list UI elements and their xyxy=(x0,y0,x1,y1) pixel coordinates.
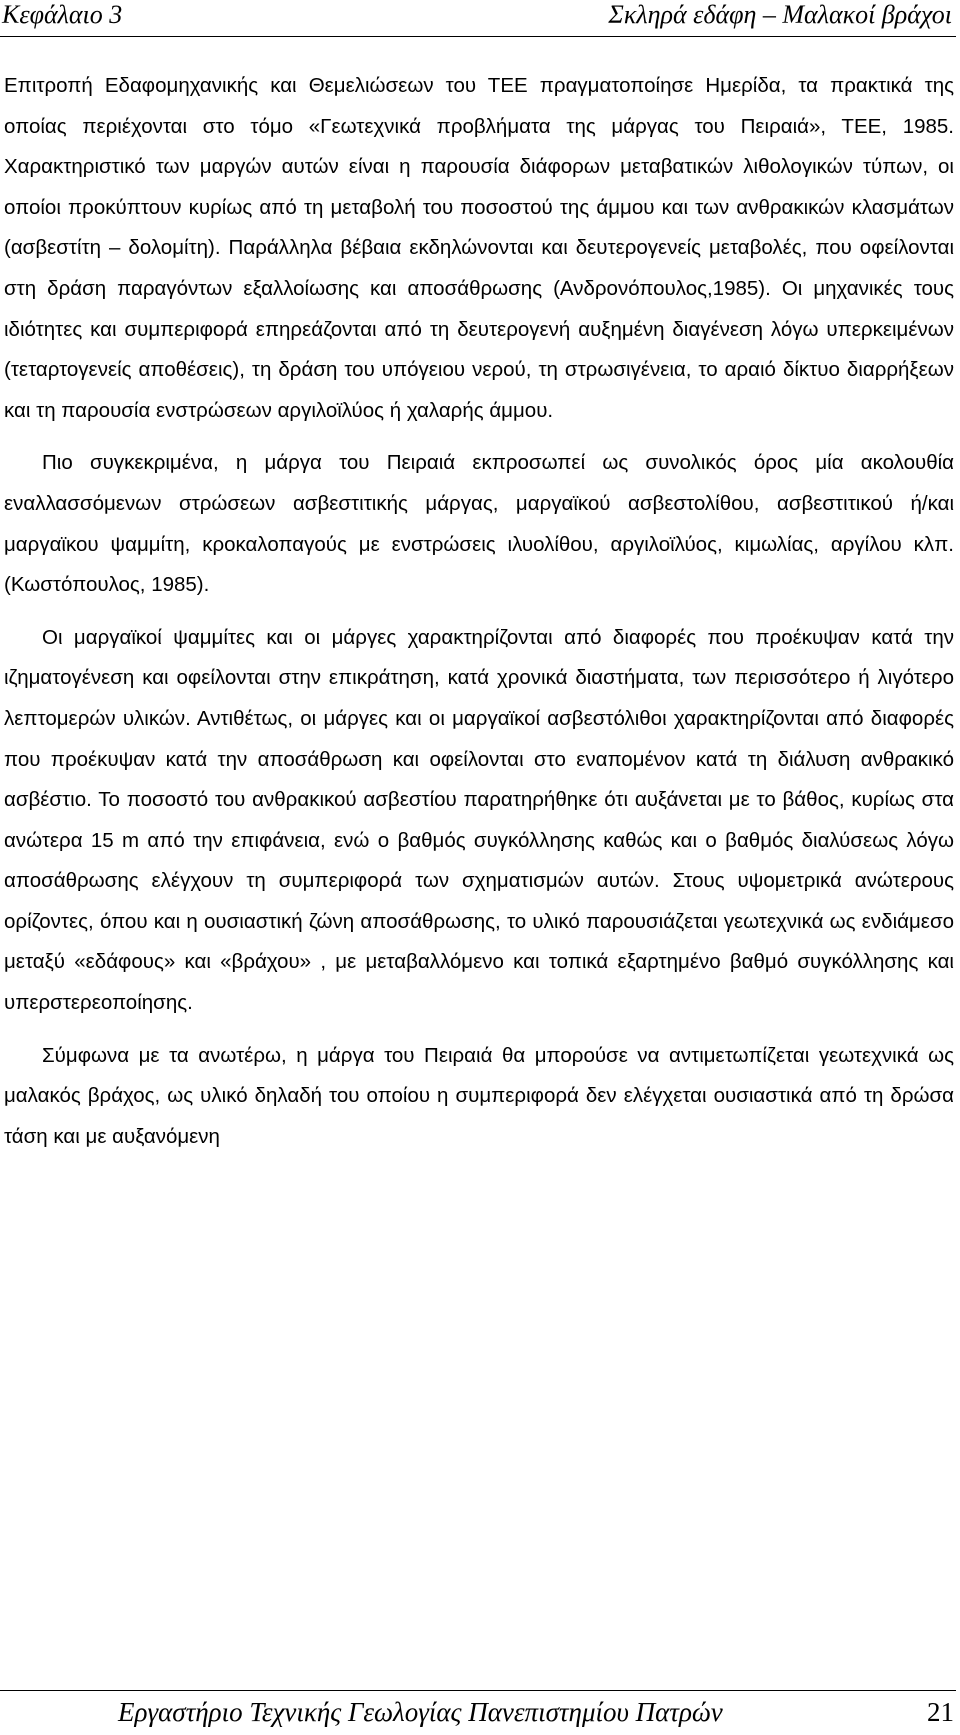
page-number: 21 xyxy=(927,1697,954,1727)
chapter-title: Κεφάλαιο 3 xyxy=(2,0,123,29)
page-header xyxy=(0,0,956,37)
page-footer xyxy=(0,1690,956,1735)
section-title: Σκληρά εδάφη – Μαλακοί βράχοι xyxy=(608,0,952,29)
paragraph: Πιο συγκεκριμένα, η μάργα του Πειραιά εκπροσωπεί ως συνολικός όρος μία ακολουθία εναλλασσόμενων στρώσεων ασβεστιτικής μάργας, μαργαϊκού ασβεστολίθου, ασβεστιτικού ή/και μαργαϊκου ψαμμίτη, κροκαλοπαγούς με ενστρώσεις ιλυολίθου, αργιλοϊλύος, κιμωλίας, αργίλου κλπ.(Κωστόπουλος, 1985). xyxy=(4,451,954,597)
paragraph: Σύμφωνα με τα ανωτέρω, η μάργα του Πειραιά θα μπορούσε να αντιμετωπίζεται γεωτεχνικά ως μαλακός βράχος, ως υλικό δηλαδή του οποίου η συμπεριφορά δεν ελέγχεται ουσιαστικά από τη δρώσα τάση και με αυξανόμενη xyxy=(4,1043,954,1148)
footer-title: Εργαστήριο Τεχνικής Γεωλογίας Πανεπιστημίου Πατρών xyxy=(118,1697,723,1727)
paragraph: Επιτροπή Εδαφομηχανικής και Θεμελιώσεων του ΤΕΕ πραγματοποίησε Ημερίδα, τα πρακτικά της οποίας περιέχονται στο τόμο «Γεωτεχνικά προβλήματα της μάργας του Πειραιά», ΤΕΕ, 1985. Χαρακτηριστικό των μαργών αυτών είναι η παρουσία διάφορων μεταβατικών λιθολογικών τύπων, οι οποίοι προκύπτουν κυρίως από τη μεταβολή του ποσοστού της άμμου και των ανθρακικών κλασμάτων (ασβεστίτη – δολομίτη). Παράλληλα βέβαια εκδηλώνονται και δευτερογενείς μεταβολές, που οφείλονται στη δράση παραγόντων εξαλλοίωσης και αποσάθρωσης (Ανδρονόπουλος,1985). Οι μηχανικές τους ιδιότητες και συμπεριφορά επηρεάζονται από τη δευτερογενή αυξημένη διαγένεση λόγω υπερκειμένων (τεταρτογενείς αποθέσεις), τη δράση του υπόγειου νερού, τη στρωσιγένεια, το αραιό δίκτυο διαρρήξεων και τη παρουσία ενστρώσεων αργιλοϊλύος ή χαλαρής άμμου. xyxy=(4,74,954,422)
document-body xyxy=(4,66,954,1169)
paragraph: Οι μαργαϊκοί ψαμμίτες και οι μάργες χαρακτηρίζονται από διαφορές που προέκυψαν κατά την ιζηματογένεση και οφείλονται στην επικράτηση, κατά χρονικά διαστήματα, των περισσότερο ή λιγότερο λεπτομερών υλικών. Αντιθέτως, οι μάργες και οι μαργαϊκοί ασβεστόλιθοι χαρακτηρίζονται από διαφορές που προέκυψαν κατά την αποσάθρωση και οφείλονται στο εναπομένον κατά τη διάλυση ανθρακικό ασβέστιο. Το ποσοστό του ανθρακικού ασβεστίου παρατηρήθηκε ότι αυξάνεται με το βάθος, κυρίως στα ανώτερα 15 m από την επιφάνεια, ενώ ο βαθμός συγκόλλησης καθώς και ο βαθμός διαλύσεως λόγω αποσάθρωσης ελέγχουν τη συμπεριφορά των σχηματισμών αυτών. Στους υψομετρικά ανώτερους ορίζοντες, όπου και η ουσιαστική ζώνη αποσάθρωσης, το υλικό παρουσιάζεται γεωτεχνικά ως ενδιάμεσο μεταξύ «εδάφους» και «βράχου» , με μεταβαλλόμενο και τοπικά εξαρτημένο βαθμό συγκόλλησης και υπερστερεοποίησης. xyxy=(4,625,954,1015)
